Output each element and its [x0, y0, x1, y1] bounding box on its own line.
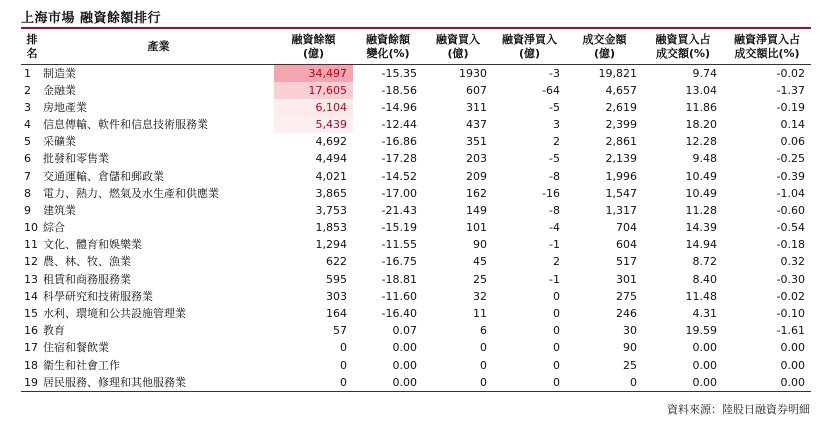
- turnover-cell: 2,619: [605, 100, 637, 114]
- turnover-cell: 1,996: [605, 169, 637, 183]
- buy-cell: 351: [466, 135, 487, 149]
- turnover-cell: 301: [616, 272, 637, 286]
- turnover-cell: 25: [623, 358, 637, 372]
- net-pct-cell: -0.18: [776, 238, 805, 252]
- change-cell: -16.75: [381, 255, 417, 269]
- rank-cell: 9: [24, 203, 31, 217]
- net-pct-cell: -0.02: [776, 66, 805, 80]
- rank-cell: 12: [24, 255, 38, 269]
- net-pct-cell: 0.14: [780, 117, 805, 131]
- net-buy-cell: 0: [553, 358, 560, 372]
- industry-cell: 建筑業: [43, 203, 76, 217]
- turnover-cell: 2,139: [605, 152, 637, 166]
- buy-cell: 0: [480, 375, 487, 389]
- net-buy-cell: -64: [542, 83, 560, 97]
- rank-cell: 10: [24, 221, 38, 235]
- turnover-cell: 604: [616, 238, 637, 252]
- source-note: 資料來源：陸股日融資券明細: [667, 403, 810, 416]
- change-cell: -18.56: [381, 83, 417, 97]
- industry-cell: 房地產業: [43, 100, 87, 114]
- table-row: [21, 236, 811, 253]
- buy-pct-cell: 12.28: [685, 135, 717, 149]
- rank-cell: 17: [24, 341, 38, 355]
- turnover-cell: 517: [616, 255, 637, 269]
- net-pct-cell: 0.06: [780, 135, 805, 149]
- change-cell: -18.81: [381, 272, 417, 286]
- financing-balance-table: [21, 30, 811, 392]
- page-title: 上海市場 融資餘額排行: [21, 11, 162, 26]
- buy-pct-cell: 14.94: [685, 238, 717, 252]
- industry-cell: 采礦業: [43, 135, 76, 149]
- net-pct-cell: -1.61: [776, 324, 805, 338]
- turnover-cell: 275: [616, 289, 637, 303]
- title-rule: [21, 27, 811, 29]
- buy-cell: 607: [466, 83, 487, 97]
- header-change: 融資餘額 變化(%): [366, 32, 410, 60]
- turnover-cell: 704: [616, 221, 637, 235]
- table-row: [21, 116, 811, 133]
- header-net-pct: 融資淨買入占 成交額比(%): [734, 32, 800, 60]
- industry-cell: 教育: [43, 324, 65, 338]
- table-row: [21, 167, 811, 184]
- turnover-cell: 1,317: [605, 203, 637, 217]
- industry-cell: 租賃和商務服務業: [43, 272, 131, 286]
- buy-cell: 162: [466, 186, 487, 200]
- net-buy-cell: -16: [542, 186, 560, 200]
- change-cell: -14.96: [381, 100, 417, 114]
- balance-cell: 17,605: [274, 82, 353, 99]
- buy-pct-cell: 19.59: [685, 324, 717, 338]
- table-row: [21, 253, 811, 270]
- table-row: [21, 305, 811, 322]
- rank-cell: 3: [24, 100, 31, 114]
- net-buy-cell: 3: [553, 117, 560, 131]
- table-row: [21, 82, 811, 99]
- buy-pct-cell: 9.48: [692, 152, 717, 166]
- table-row: [21, 374, 811, 392]
- table-row: [21, 219, 811, 236]
- buy-pct-cell: 9.74: [692, 66, 717, 80]
- header-buy-pct: 融資買入占 成交額(%): [655, 32, 711, 60]
- buy-cell: 149: [466, 203, 487, 217]
- buy-pct-cell: 0.00: [692, 341, 717, 355]
- buy-pct-cell: 11.28: [685, 203, 717, 217]
- change-cell: 0.00: [392, 375, 417, 389]
- industry-cell: 科學研究和技術服務業: [43, 289, 153, 303]
- rank-cell: 13: [24, 272, 38, 286]
- net-buy-cell: 2: [553, 135, 560, 149]
- balance-cell: 4,494: [315, 152, 347, 166]
- change-cell: -11.55: [381, 238, 417, 252]
- balance-cell: 4,692: [315, 135, 347, 149]
- change-cell: -11.60: [381, 289, 417, 303]
- turnover-cell: 0: [630, 375, 637, 389]
- industry-cell: 文化、體育和娛樂業: [43, 238, 142, 252]
- table-row: [21, 64, 811, 82]
- balance-cell: 595: [326, 272, 347, 286]
- rank-cell: 7: [24, 169, 31, 183]
- net-pct-cell: -0.25: [776, 152, 805, 166]
- buy-pct-cell: 8.40: [692, 272, 717, 286]
- net-buy-cell: 0: [553, 341, 560, 355]
- net-buy-cell: -3: [549, 66, 560, 80]
- net-buy-cell: -1: [549, 238, 560, 252]
- industry-cell: 制造業: [43, 66, 76, 80]
- balance-cell: 3,753: [315, 203, 347, 217]
- net-buy-cell: 0: [553, 307, 560, 321]
- buy-cell: 437: [466, 117, 487, 131]
- buy-pct-cell: 0.00: [692, 358, 717, 372]
- table-row: [21, 271, 811, 288]
- table-row: [21, 99, 811, 116]
- net-buy-cell: -4: [549, 221, 560, 235]
- net-buy-cell: 0: [553, 289, 560, 303]
- net-pct-cell: 0.00: [780, 341, 805, 355]
- industry-cell: 金融業: [43, 83, 76, 97]
- industry-cell: 農、林、牧、漁業: [43, 255, 131, 269]
- net-pct-cell: -0.10: [776, 307, 805, 321]
- table-header-row: [21, 30, 811, 64]
- balance-cell: 57: [333, 324, 347, 338]
- header-industry: 產業: [147, 39, 170, 53]
- net-buy-cell: 0: [553, 375, 560, 389]
- balance-cell: 6,104: [274, 99, 353, 116]
- buy-pct-cell: 4.31: [692, 307, 717, 321]
- rank-cell: 6: [24, 152, 31, 166]
- change-cell: -12.44: [381, 117, 417, 131]
- balance-cell: 0: [340, 358, 347, 372]
- buy-cell: 25: [473, 272, 487, 286]
- rank-cell: 11: [24, 238, 38, 252]
- industry-cell: 水利、環境和公共設施管理業: [43, 307, 186, 321]
- balance-cell: 1,853: [315, 221, 347, 235]
- header-buy: 融資買入 (億): [436, 32, 480, 60]
- table-row: [21, 150, 811, 167]
- table-row: [21, 202, 811, 219]
- balance-cell: 303: [326, 289, 347, 303]
- turnover-cell: 19,821: [598, 66, 637, 80]
- table-row: [21, 339, 811, 356]
- change-cell: -21.43: [381, 203, 417, 217]
- balance-cell: 622: [326, 255, 347, 269]
- industry-cell: 信息傳輸、軟件和信息技術服務業: [43, 117, 208, 131]
- balance-cell: 4,021: [315, 169, 347, 183]
- rank-cell: 18: [24, 358, 38, 372]
- balance-cell: 1,294: [315, 238, 347, 252]
- buy-cell: 45: [473, 255, 487, 269]
- buy-cell: 32: [473, 289, 487, 303]
- change-cell: 0.07: [392, 324, 417, 338]
- industry-cell: 批發和零售業: [43, 152, 109, 166]
- net-pct-cell: -0.19: [776, 100, 805, 114]
- net-buy-cell: -1: [549, 272, 560, 286]
- turnover-cell: 1,547: [605, 186, 637, 200]
- table-body: [21, 64, 811, 391]
- industry-cell: 居民服務、修理和其他服務業: [43, 375, 186, 389]
- table-row: [21, 133, 811, 150]
- net-pct-cell: -1.04: [776, 186, 805, 200]
- buy-cell: 0: [480, 358, 487, 372]
- buy-cell: 6: [480, 324, 487, 338]
- buy-cell: 1930: [459, 66, 487, 80]
- net-pct-cell: -0.60: [776, 203, 805, 217]
- buy-pct-cell: 18.20: [685, 117, 717, 131]
- industry-cell: 住宿和餐飲業: [43, 341, 109, 355]
- buy-cell: 11: [473, 307, 487, 321]
- rank-cell: 19: [24, 375, 38, 389]
- change-cell: -17.28: [381, 152, 417, 166]
- change-cell: 0.00: [392, 341, 417, 355]
- rank-cell: 8: [24, 186, 31, 200]
- rank-cell: 14: [24, 289, 38, 303]
- rank-cell: 15: [24, 307, 38, 321]
- net-buy-cell: -5: [549, 100, 560, 114]
- header-rank: 排 名: [26, 32, 38, 60]
- turnover-cell: 4,657: [605, 83, 637, 97]
- rank-cell: 1: [24, 66, 31, 80]
- buy-pct-cell: 13.04: [685, 83, 717, 97]
- buy-pct-cell: 11.48: [685, 289, 717, 303]
- net-pct-cell: 0.00: [780, 358, 805, 372]
- buy-cell: 311: [466, 100, 487, 114]
- change-cell: -17.00: [381, 186, 417, 200]
- buy-cell: 0: [480, 341, 487, 355]
- industry-cell: 衛生和社會工作: [43, 358, 120, 372]
- balance-cell: 0: [340, 375, 347, 389]
- turnover-cell: 2,861: [605, 135, 637, 149]
- rank-cell: 4: [24, 117, 31, 131]
- rank-cell: 2: [24, 83, 31, 97]
- turnover-cell: 90: [623, 341, 637, 355]
- balance-cell: 0: [340, 341, 347, 355]
- header-balance: 融資餘額 (億): [291, 32, 336, 60]
- balance-cell: 3,865: [315, 186, 347, 200]
- industry-cell: 交通運輸、倉儲和郵政業: [43, 169, 164, 183]
- net-buy-cell: 2: [553, 255, 560, 269]
- rank-cell: 5: [24, 135, 31, 149]
- buy-cell: 101: [466, 221, 487, 235]
- buy-pct-cell: 10.49: [685, 186, 717, 200]
- net-pct-cell: 0.00: [780, 375, 805, 389]
- net-pct-cell: -0.02: [776, 289, 805, 303]
- balance-cell: 5,439: [274, 116, 353, 133]
- table-row: [21, 357, 811, 374]
- industry-cell: 電力、熱力、燃氣及水生產和供應業: [43, 186, 219, 200]
- balance-cell: 34,497: [274, 64, 353, 82]
- net-pct-cell: -0.30: [776, 272, 805, 286]
- change-cell: -16.86: [381, 135, 417, 149]
- net-buy-cell: -8: [549, 169, 560, 183]
- header-turnover: 成交金額 (億): [582, 32, 627, 60]
- rank-cell: 16: [24, 324, 38, 338]
- buy-pct-cell: 10.49: [685, 169, 717, 183]
- turnover-cell: 2,399: [605, 117, 637, 131]
- table-row: [21, 322, 811, 339]
- table-row: [21, 288, 811, 305]
- change-cell: 0.00: [392, 358, 417, 372]
- buy-cell: 90: [473, 238, 487, 252]
- turnover-cell: 246: [616, 307, 637, 321]
- buy-cell: 203: [466, 152, 487, 166]
- change-cell: -14.52: [381, 169, 417, 183]
- change-cell: -15.19: [381, 221, 417, 235]
- net-buy-cell: 0: [553, 324, 560, 338]
- buy-pct-cell: 11.86: [685, 100, 717, 114]
- change-cell: -16.40: [381, 307, 417, 321]
- table-row: [21, 185, 811, 202]
- buy-pct-cell: 8.72: [692, 255, 717, 269]
- header-net-buy: 融資淨買入 (億): [502, 32, 557, 60]
- buy-cell: 209: [466, 169, 487, 183]
- balance-cell: 164: [326, 307, 347, 321]
- net-pct-cell: 0.32: [780, 255, 805, 269]
- change-cell: -15.35: [381, 66, 417, 80]
- industry-cell: 綜合: [43, 221, 65, 235]
- net-buy-cell: -8: [549, 203, 560, 217]
- buy-pct-cell: 0.00: [692, 375, 717, 389]
- buy-pct-cell: 14.39: [685, 221, 717, 235]
- net-buy-cell: -5: [549, 152, 560, 166]
- turnover-cell: 30: [623, 324, 637, 338]
- net-pct-cell: -1.37: [776, 83, 805, 97]
- net-pct-cell: -0.54: [776, 221, 805, 235]
- net-pct-cell: -0.39: [776, 169, 805, 183]
